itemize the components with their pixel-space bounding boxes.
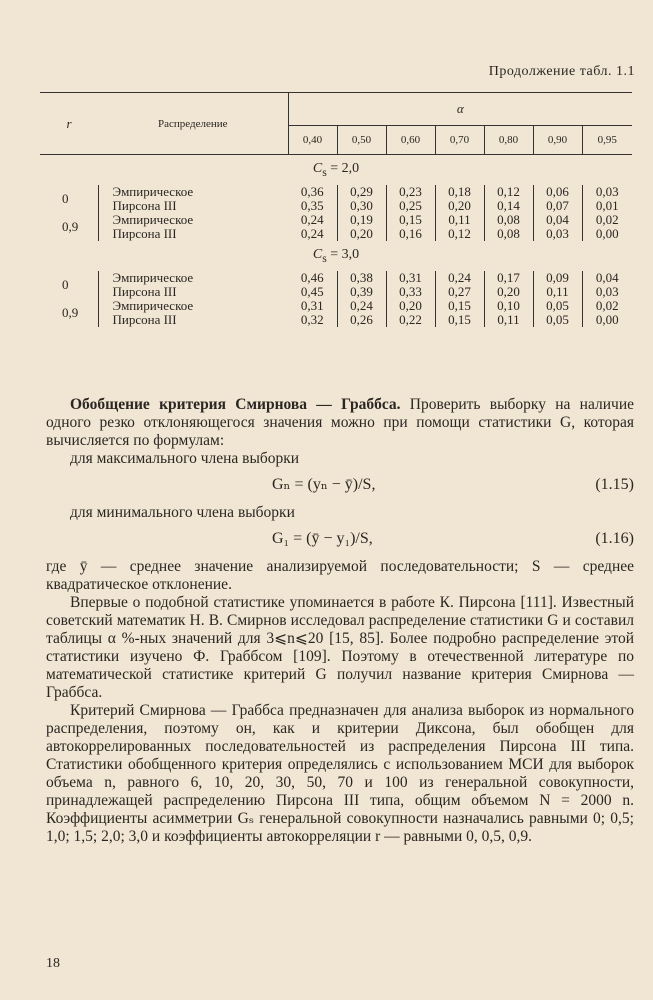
r-value: 0,9 [62,305,79,320]
value-empirical: 0,15 [399,212,422,227]
value-pair [337,271,386,299]
value-empirical: 0,04 [595,270,619,285]
alpha-value: 0,60 [386,126,435,155]
value-pair [533,213,582,241]
paragraph-max: для максимального члена выборки [70,450,300,467]
paragraph-where: где ȳ — среднее значение анализируемой последовательности; S — среднее квадратическое отклонение. [46,558,634,593]
value-pair [582,271,632,299]
value-pearson: 0,01 [595,198,619,213]
value-pearson: 0,05 [546,312,569,327]
label-pearson: Пирсона III [112,284,177,299]
value-pair [435,299,484,327]
running-head: Продолжение табл. 1.1 [488,64,635,79]
value-empirical: 0,08 [497,212,520,227]
value-pearson: 0,00 [595,312,619,327]
value-pair [337,213,386,241]
value-pearson: 0,33 [399,284,422,299]
value-pearson: 0,14 [497,198,520,213]
value-empirical: 0,11 [448,212,471,227]
label-pearson: Пирсона III [112,312,177,327]
value-empirical: 0,24 [300,212,324,227]
formula-1-15 [46,468,634,504]
formula-number: (1.16) [595,530,634,547]
formula-number: (1.15) [595,476,634,493]
cs-symbol: C [312,161,323,177]
formula-expression: G₁ = (ȳ − y₁)/S, [272,530,373,547]
value-empirical: 0,20 [399,298,422,313]
value-pair [386,299,435,327]
paragraph-method: Критерий Смирнова — Граббса предназначен для анализа выборок из нормального распределения, поэтому он, как и критерии Диксона, был обобщен для автокоррелированных последовательностей из распределения Пирсона III типа. Статистики обобщенного критерия определялись с использованием МСИ для выборок объема n, равного 6, 10, 20, 30, 50, 70 и 100 из генеральной совокупности, принадлежащей распределению Пирсона III типа, общим объемом N = 2000 n. Коэффициенты асимметрии Gₛ генеральной совокупности назначались равными 0; 0,5; 1,0; 1,5; 2,0; 3,0 и коэффициенты автокорреляции r — равными 0, 0,5, 0,9. [46,702,634,845]
alpha-value: 0,70 [435,126,484,155]
value-empirical: 0,17 [497,270,520,285]
header-distribution: Распределение [98,93,288,155]
section-heading: Обобщение критерия Смирнова — Граббса. [70,396,401,413]
value-pair [484,299,533,327]
table-row [40,185,632,213]
paragraph-history: Впервые о подобной статистике упоминается в работе К. Пирсона [111]. Известный советский математик Н. В. Смирнов исследовал распределение статистики G и составил таблицы α %-ных значений для 3⩽n⩽20 [15, 85]. Более подробно распределение этой статистики изучено Ф. Граббсом [109]. Поэтому в отечественной литературе по математической статистике критерий G получил название критерия Смирнова — Граббса. [46,594,634,701]
table-row [40,213,632,241]
value-empirical: 0,38 [350,270,373,285]
value-pair [484,271,533,299]
cs-symbol: C [312,247,323,263]
value-pair [582,185,632,213]
cs-subscript: s [322,165,327,179]
value-pearson: 0,32 [300,312,324,327]
formula-expression: Gₙ = (yₙ − ȳ)/S, [272,476,376,493]
label-empirical: Эмпирическое [112,212,194,227]
value-pair [288,299,337,327]
value-empirical: 0,03 [595,184,619,199]
value-empirical: 0,29 [350,184,373,199]
value-pair [533,271,582,299]
alpha-value: 0,50 [337,126,386,155]
value-pair [533,299,582,327]
r-value: 0 [62,191,69,206]
value-empirical: 0,36 [300,184,324,199]
value-pair [533,185,582,213]
value-pearson: 0,30 [350,198,373,213]
value-empirical: 0,04 [546,212,569,227]
value-empirical: 0,24 [350,298,373,313]
value-pearson: 0,39 [350,284,373,299]
value-pearson: 0,07 [546,198,569,213]
value-empirical: 0,18 [448,184,471,199]
alpha-value: 0,90 [533,126,582,155]
page-number: 18 [46,956,60,971]
value-pearson: 0,12 [448,226,471,241]
value-pearson: 0,35 [300,198,324,213]
value-pair [288,213,337,241]
label-pearson: Пирсона III [112,198,177,213]
data-table [40,92,632,327]
value-pair [337,299,386,327]
distribution-labels [98,185,288,213]
value-pearson: 0,03 [546,226,569,241]
distribution-labels [98,271,288,299]
value-pearson: 0,24 [300,226,324,241]
value-empirical: 0,06 [546,184,569,199]
cs-group-header [40,241,632,271]
value-pair [386,213,435,241]
value-pair [582,213,632,241]
value-empirical: 0,05 [546,298,569,313]
cs-subscript: s [322,251,327,265]
table-row [40,271,632,299]
header-r: r [40,93,98,155]
body-text [46,396,634,846]
value-pair [435,271,484,299]
value-pearson: 0,20 [497,284,520,299]
value-empirical: 0,31 [300,298,324,313]
r-value: 0 [62,277,69,292]
distribution-labels [98,299,288,327]
label-empirical: Эмпирическое [112,298,194,313]
value-pearson: 0,16 [399,226,422,241]
value-empirical: 0,46 [300,270,324,285]
value-pair [288,271,337,299]
label-pearson: Пирсона III [112,226,177,241]
value-empirical: 0,02 [595,298,619,313]
value-pearson: 0,11 [546,284,569,299]
value-empirical: 0,15 [448,298,471,313]
value-empirical: 0,23 [399,184,422,199]
value-pair [386,271,435,299]
paragraph-intro: Проверить выборку на наличие одного резко отклоняющегося значения можно при помощи статистики G, которая вычисляется по формулам: [46,396,634,449]
r-value: 0,9 [62,219,79,234]
value-empirical: 0,19 [350,212,373,227]
value-pearson: 0,27 [448,284,471,299]
cs-value: = 3,0 [330,247,360,263]
value-pearson: 0,26 [350,312,373,327]
value-pair [582,299,632,327]
value-empirical: 0,12 [497,184,520,199]
cs-group-header [40,155,632,186]
value-pearson: 0,22 [399,312,422,327]
value-pearson: 0,20 [350,226,373,241]
table-row [40,299,632,327]
value-empirical: 0,31 [399,270,422,285]
value-pearson: 0,45 [300,284,324,299]
value-pair [337,185,386,213]
value-pair [435,213,484,241]
value-pearson: 0,20 [448,198,471,213]
value-pair [435,185,484,213]
value-pair [386,185,435,213]
value-empirical: 0,24 [448,270,471,285]
alpha-value: 0,80 [484,126,533,155]
value-pearson: 0,11 [497,312,520,327]
label-empirical: Эмпирическое [112,184,194,199]
value-pearson: 0,00 [595,226,619,241]
value-pair [484,213,533,241]
label-empirical: Эмпирическое [112,270,194,285]
alpha-value: 0,95 [582,126,632,155]
cs-value: = 2,0 [330,161,360,177]
value-pair [484,185,533,213]
value-empirical: 0,10 [497,298,520,313]
value-pearson: 0,03 [595,284,619,299]
paragraph-min: для минимального члена выборки [70,504,295,521]
value-pearson: 0,25 [399,198,422,213]
value-pearson: 0,15 [448,312,471,327]
distribution-labels [98,213,288,241]
value-empirical: 0,09 [546,270,569,285]
value-pearson: 0,08 [497,226,520,241]
value-empirical: 0,02 [595,212,619,227]
header-alpha: α [288,93,632,126]
value-pair [288,185,337,213]
alpha-value: 0,40 [288,126,337,155]
formula-1-16 [46,522,634,558]
